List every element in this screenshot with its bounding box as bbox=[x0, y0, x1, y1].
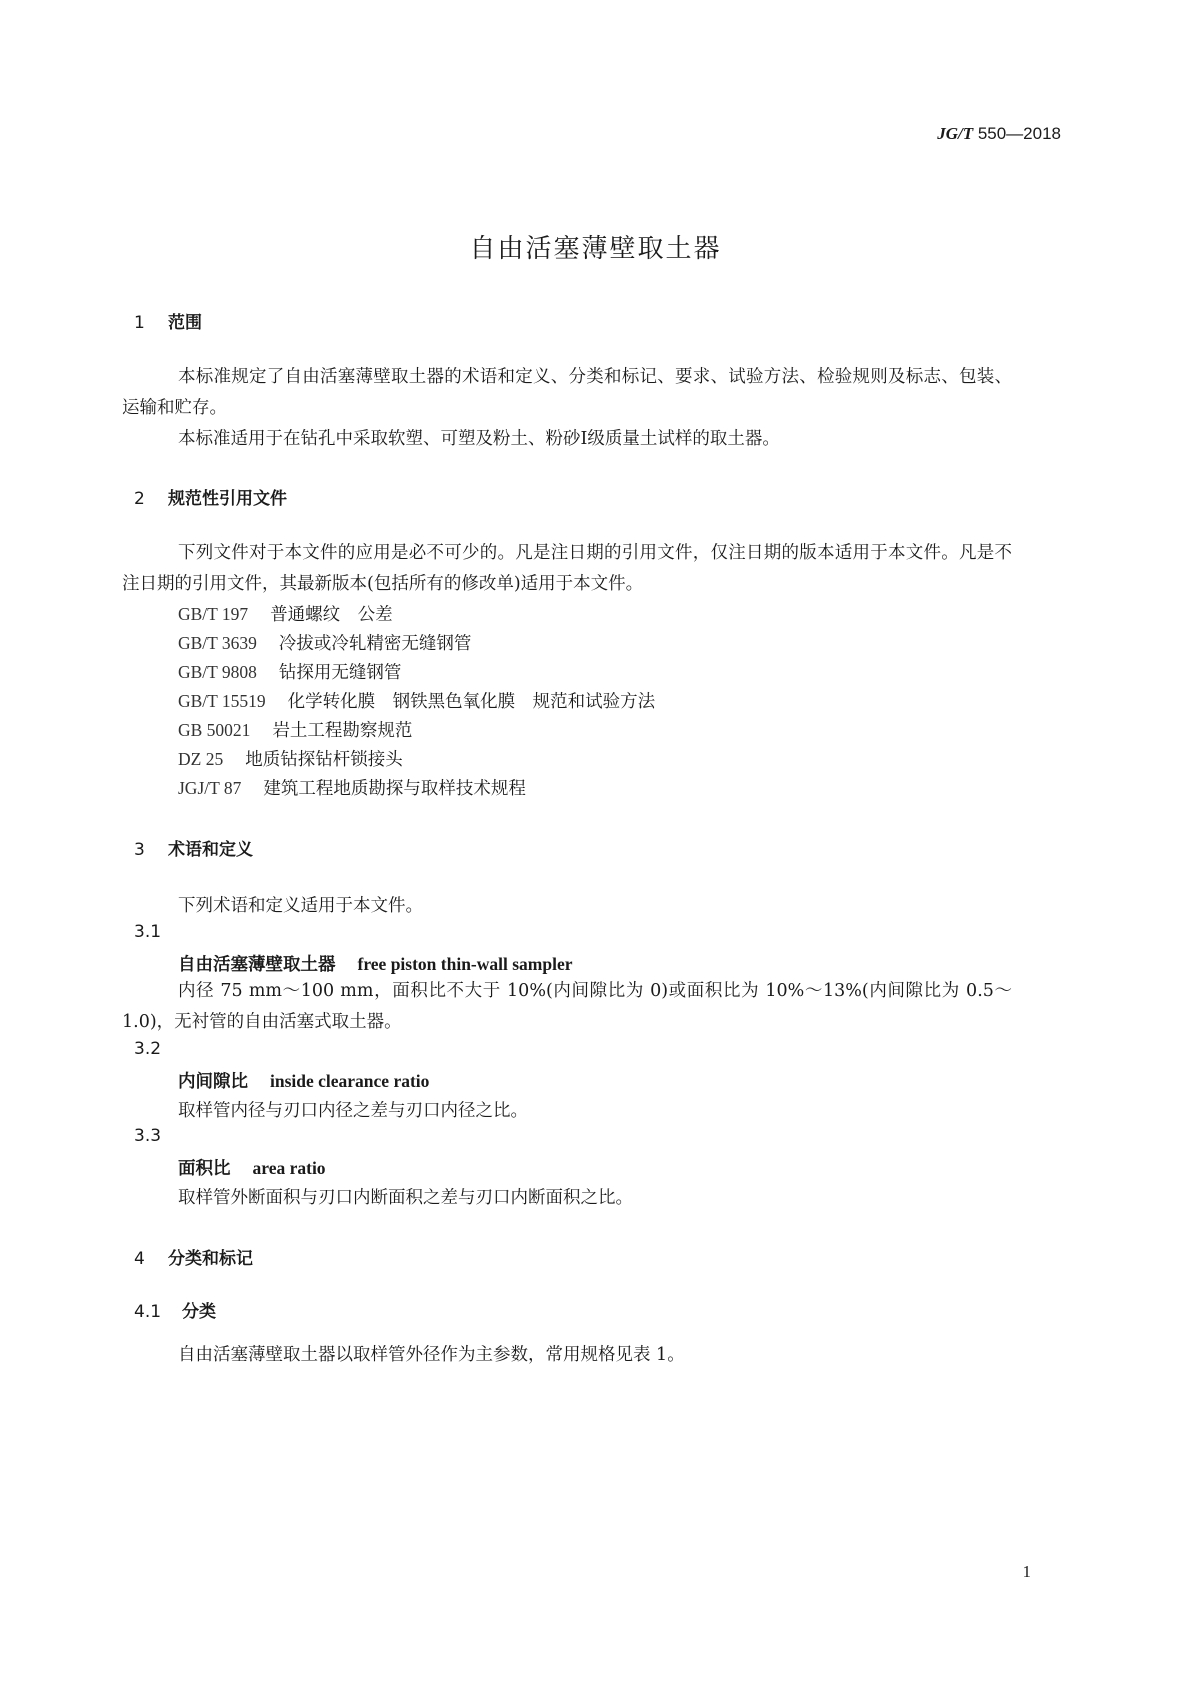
reference-item bbox=[178, 601, 393, 626]
reference-title: 钻探用无缝钢管 bbox=[278, 663, 402, 683]
document-title: 自由活塞薄壁取土器 bbox=[469, 234, 722, 264]
term-number: 3.1 bbox=[134, 922, 162, 942]
reference-title: 岩土工程勘察规范 bbox=[272, 721, 413, 741]
reference-code: GB/T 197 bbox=[178, 604, 249, 624]
terms-intro: 下列术语和定义适用于本文件。 bbox=[178, 896, 423, 916]
standard-code bbox=[937, 124, 1061, 144]
reference-code: GB/T 3639 bbox=[178, 633, 257, 653]
reference-title: 冷拔或冷轧精密无缝钢管 bbox=[278, 634, 472, 654]
section-title: 术语和定义 bbox=[168, 840, 253, 860]
section-number: 3 bbox=[134, 840, 145, 860]
section-heading bbox=[134, 1244, 253, 1269]
section-title: 范围 bbox=[168, 313, 202, 333]
reference-code: JGJ/T 87 bbox=[178, 778, 242, 798]
reference-title: 化学转化膜 钢铁黑色氧化膜 规范和试验方法 bbox=[287, 692, 656, 712]
standard-number: 550—2018 bbox=[977, 124, 1061, 143]
term-definition: 取样管外断面积与刃口内断面积之差与刃口内断面积之比。 bbox=[178, 1188, 633, 1208]
section-title: 规范性引用文件 bbox=[168, 489, 287, 509]
reference-code: DZ 25 bbox=[178, 749, 224, 769]
term-zh: 自由活塞薄壁取土器 bbox=[178, 955, 336, 975]
section-heading bbox=[134, 484, 287, 509]
standard-prefix: JG/T bbox=[937, 124, 974, 143]
scope-paragraph: 本标准适用于在钻孔中采取软塑、可塑及粉土、粉砂Ⅰ级质量土试样的取土器。 bbox=[178, 429, 780, 449]
term-definition: 内径 75 mm～100 mm，面积比不大于 10%(内间隙比为 0)或面积比为 10%～13%(内间隙比为 0.5～1.0)，无衬管的自由活塞式取土器。 bbox=[122, 981, 1012, 1032]
term-number: 3.3 bbox=[134, 1126, 162, 1146]
references-intro: 下列文件对于本文件的应用是必不可少的。凡是注日期的引用文件，仅注日期的版本适用于本文件。凡是不注日期的引用文件，其最新版本(包括所有的修改单)适用于本文件。 bbox=[122, 543, 1012, 594]
term-heading bbox=[178, 1068, 429, 1093]
reference-title: 地质钻探钻杆锁接头 bbox=[245, 750, 403, 770]
reference-item bbox=[178, 717, 412, 742]
section-number: 1 bbox=[134, 313, 145, 333]
reference-item bbox=[178, 746, 403, 771]
reference-code: GB 50021 bbox=[178, 720, 251, 740]
section-heading bbox=[134, 835, 253, 860]
term-definition: 取样管内径与刃口内径之差与刃口内径之比。 bbox=[178, 1101, 528, 1121]
subsection-number: 4.1 bbox=[134, 1302, 162, 1322]
term-en: area ratio bbox=[252, 1158, 326, 1178]
section-title: 分类和标记 bbox=[168, 1249, 253, 1269]
subsection-heading bbox=[134, 1297, 216, 1322]
term-heading bbox=[178, 1155, 326, 1180]
subsection-title: 分类 bbox=[182, 1302, 216, 1322]
reference-item bbox=[178, 775, 526, 800]
reference-code: GB/T 9808 bbox=[178, 662, 257, 682]
page-number: 1 bbox=[1022, 1562, 1031, 1581]
section-heading bbox=[134, 308, 202, 333]
reference-item bbox=[178, 688, 655, 713]
reference-title: 建筑工程地质勘探与取样技术规程 bbox=[263, 779, 526, 799]
reference-item bbox=[178, 659, 401, 684]
classification-paragraph: 自由活塞薄壁取土器以取样管外径作为主参数，常用规格见表 1。 bbox=[178, 1345, 685, 1365]
scope-paragraph: 本标准规定了自由活塞薄壁取土器的术语和定义、分类和标记、要求、试验方法、检验规则及标志、包装、运输和贮存。 bbox=[122, 367, 1012, 418]
reference-item bbox=[178, 630, 471, 655]
term-en: inside clearance ratio bbox=[270, 1071, 430, 1091]
reference-code: GB/T 15519 bbox=[178, 691, 266, 711]
term-zh: 内间隙比 bbox=[178, 1072, 248, 1092]
term-number: 3.2 bbox=[134, 1039, 162, 1059]
section-number: 4 bbox=[134, 1249, 145, 1269]
term-zh: 面积比 bbox=[178, 1159, 231, 1179]
reference-title: 普通螺纹 公差 bbox=[270, 605, 393, 625]
term-heading bbox=[178, 951, 573, 976]
section-number: 2 bbox=[134, 489, 145, 509]
term-en: free piston thin-wall sampler bbox=[357, 954, 573, 974]
